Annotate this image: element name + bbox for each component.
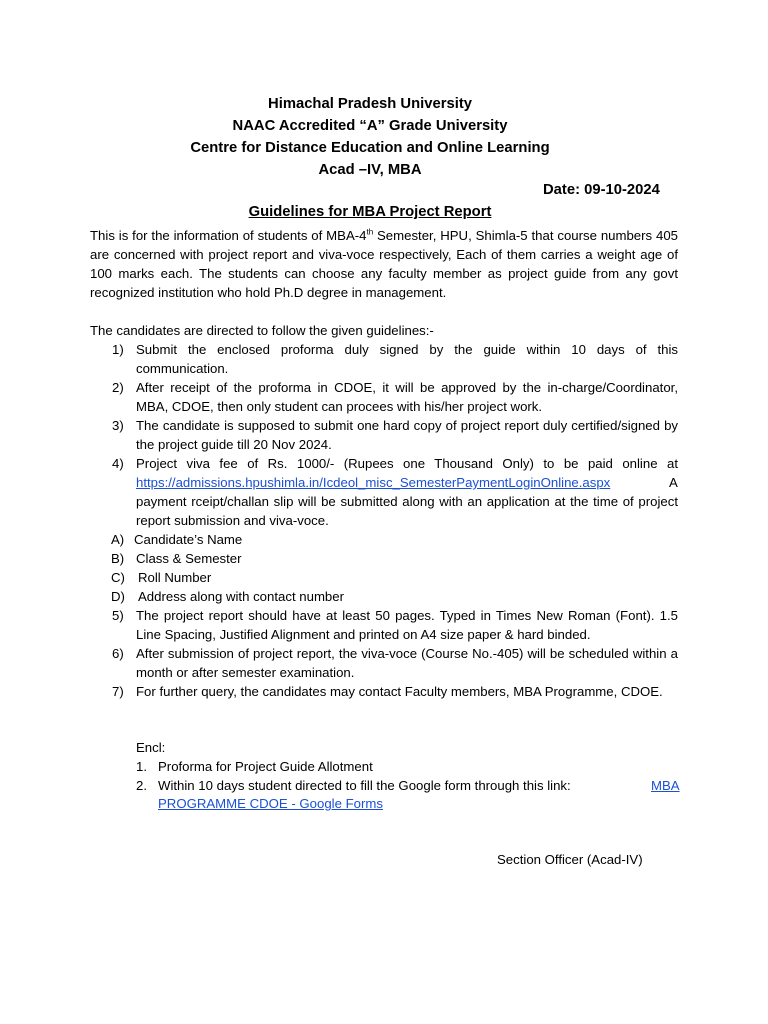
- intro-paragraph: [90, 226, 678, 302]
- sub-item-text: Roll Number: [138, 570, 212, 585]
- guideline-item-fee-continued: A: [669, 475, 678, 490]
- intro-part2: Semester, HPU, Shimla-5 that course numbers 405 are concerned with project report and viva-voce respectively, Each of them carries a weight age of 100 marks each. The students can choose any faculty member as project guide from any govt recognized institution who hold Ph.D degree in management.: [90, 228, 678, 300]
- intro-superscript: th: [366, 227, 374, 237]
- guideline-number: 6): [112, 646, 124, 661]
- guidelines-intro: The candidates are directed to follow the given guidelines:-: [90, 323, 434, 338]
- guideline-number: 2): [112, 380, 124, 395]
- centre-name: Centre for Distance Education and Online Learning: [190, 140, 550, 156]
- guideline-item: After receipt of the proforma in CDOE, it will be approved by the in-charge/Coordinator, MBA, CDOE, then only student can procees with his/her project work.: [136, 380, 678, 414]
- enclosure-item: Proforma for Project Guide Allotment: [158, 759, 373, 774]
- google-form-link[interactable]: MBA: [651, 778, 680, 793]
- guideline-item-fee: Project viva fee of Rs. 1000/- (Rupees one Thousand Only) to be paid online at: [136, 456, 678, 471]
- guideline-number: 4): [112, 456, 124, 471]
- guideline-item: The candidate is supposed to submit one hard copy of project report duly certified/signed by the project guide till 20 Nov 2024.: [136, 418, 678, 452]
- enclosure-item: Within 10 days student directed to fill the Google form through this link:: [158, 778, 571, 793]
- sub-item-letter: A): [111, 532, 125, 547]
- guideline-item: For further query, the candidates may contact Faculty members, MBA Programme, CDOE.: [136, 684, 663, 699]
- sub-item-letter: B): [111, 551, 125, 566]
- document-subject: Guidelines for MBA Project Report: [248, 204, 492, 220]
- accreditation-line: NAAC Accredited “A” Grade University: [232, 118, 508, 134]
- enclosure-number: 1.: [136, 759, 147, 774]
- enclosure-number: 2.: [136, 778, 147, 793]
- google-form-link-continued[interactable]: PROGRAMME CDOE - Google Forms: [158, 796, 383, 811]
- payment-link[interactable]: https://admissions.hpushimla.in/Icdeol_misc_SemesterPaymentLoginOnline.aspx: [136, 475, 611, 490]
- guideline-number: 1): [112, 342, 124, 357]
- sub-item-letter: C): [111, 570, 125, 585]
- sub-item-text: Address along with contact number: [138, 589, 344, 604]
- guideline-number: 3): [112, 418, 124, 433]
- intro-part1: This is for the information of students of MBA-4: [90, 228, 367, 243]
- sub-item-text: Class & Semester: [136, 551, 242, 566]
- guideline-item-fee-receipt: payment rceipt/challan slip will be submitted along with an application at the time of project report submission and viva-voce.: [136, 494, 678, 528]
- section-name: Acad –IV, MBA: [318, 162, 422, 178]
- sub-item-text: Candidate’s Name: [134, 532, 243, 547]
- university-name: Himachal Pradesh University: [268, 96, 472, 112]
- guideline-item: Submit the enclosed proforma duly signed by the guide within 10 days of this communication.: [136, 342, 678, 376]
- enclosure-label: Encl:: [136, 740, 166, 755]
- guideline-number: 7): [112, 684, 124, 699]
- guideline-number: 5): [112, 608, 124, 623]
- guideline-item: The project report should have at least 50 pages. Typed in Times New Roman (Font). 1.5 Line Spacing, Justified Alignment and printed on A4 size paper & hard binded.: [136, 608, 678, 642]
- document-date: Date: 09-10-2024: [543, 182, 660, 198]
- signature-block: Section Officer (Acad-IV): [497, 852, 643, 867]
- sub-item-letter: D): [111, 589, 125, 604]
- guideline-item: After submission of project report, the viva-voce (Course No.-405) will be scheduled within a month or after semester examination.: [136, 646, 678, 680]
